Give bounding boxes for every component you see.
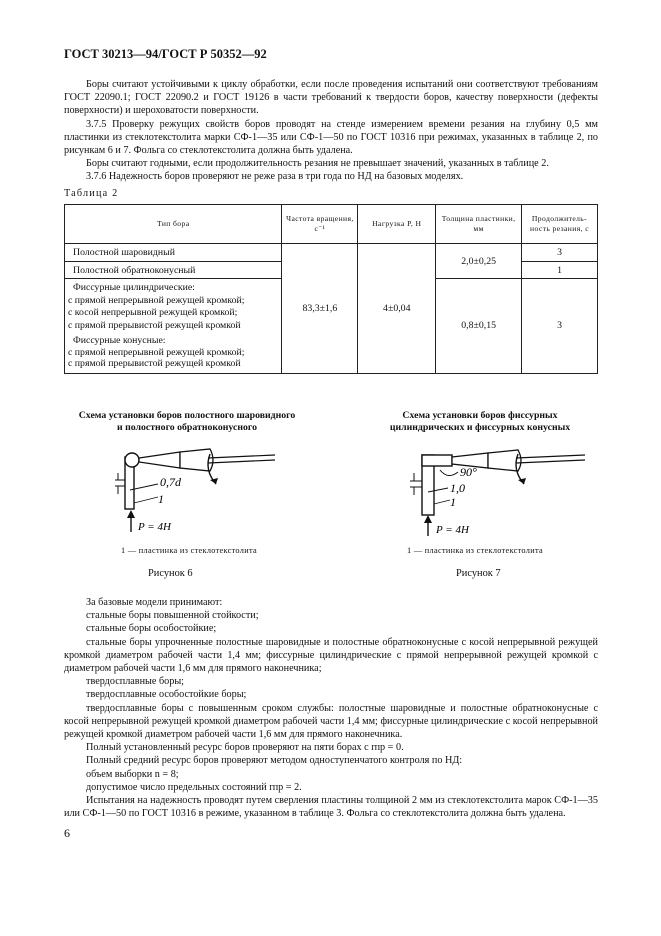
- bur-type-cell: [65, 332, 282, 373]
- paragraph: Боры считают годными, если продолжительность резания не превышает значений, указанных в таблице 2.: [86, 158, 549, 170]
- figure6-legend: 1 — пластинка из стеклотекстолита: [121, 546, 257, 555]
- bur-type-cell: [65, 279, 282, 333]
- dimension-label: 1,0: [450, 481, 465, 495]
- paragraph: стальные боры повышенной стойкости;: [86, 610, 259, 622]
- page-number: 6: [64, 826, 70, 840]
- bur-shaft-line: [208, 455, 275, 458]
- bur-type-line: с прямой прерывистой режущей кромкой: [68, 358, 241, 369]
- bur-ball-head: [125, 453, 139, 467]
- bur-head-shape: [422, 455, 452, 466]
- bur-neck-shape: [139, 452, 180, 468]
- rotation-arrowhead-icon: [518, 478, 526, 484]
- figure7-title-line: цилиндрических и фиссурных конусных: [389, 421, 571, 433]
- angle-label: 90°: [460, 465, 477, 479]
- bur-shaft-line: [516, 460, 585, 463]
- figure7-legend: 1 — пластинка из стеклотекстолита: [407, 546, 543, 555]
- table-header-row: [65, 205, 598, 244]
- leader-line: [134, 497, 158, 503]
- bur-type-line: с косой непрерывной режущей кромкой;: [68, 307, 238, 318]
- duration-cell: 3: [522, 244, 598, 262]
- header-cell: Частота вращения, с⁻¹: [282, 205, 358, 244]
- paragraph: твердосплавные особостойкие боры;: [86, 689, 247, 701]
- bur-shaft-line: [208, 460, 275, 463]
- figure7-title: [346, 410, 614, 433]
- header-cell: Тип бора: [65, 205, 282, 244]
- figure6-diagram: [100, 440, 290, 540]
- paragraph: 3.7.6 Надежность боров проверяют не реже раза в три года по НД на базовых моделях.: [86, 171, 464, 183]
- upper-text: [64, 78, 598, 184]
- bur-type-line: с прямой непрерывной режущей кромкой;: [68, 346, 245, 358]
- rotation-arrowhead-icon: [210, 478, 218, 484]
- figure7-caption: Рисунок 7: [456, 568, 501, 579]
- paragraph: Испытания на надежность проводят путем сверления пластины толщиной 2 мм из стеклотекстолита марок СФ-1—35 или СФ-1—50 по ГОСТ 10316 в режиме, указанном в таблице 3. Фольга со стеклотекстолита должна быть удалена.: [64, 795, 598, 820]
- header-cell: Нагрузка P, Н: [358, 205, 436, 244]
- paragraph: За базовые модели принимают:: [86, 597, 223, 608]
- figure6-title-line: и полостного обратноконусного: [116, 421, 258, 433]
- document-header: ГОСТ 30213—94/ГОСТ Р 50352—92: [64, 47, 267, 61]
- bur-type-line: с прямой прерывистой режущей кромкой: [68, 319, 241, 331]
- figure6-title: [52, 410, 322, 433]
- bur-type-line: Фиссурные конусные:: [73, 335, 166, 346]
- duration-cell: 1: [522, 262, 598, 279]
- paragraph: Полный установленный ресурс боров проверяют на пяти борах с rпр = 0.: [86, 742, 404, 754]
- header-cell: Толщина пластинки, мм: [436, 205, 522, 244]
- paragraph: допустимое число предельных состояний rпр = 2.: [86, 781, 302, 793]
- figure7-title-line: Схема установки боров фиссурных: [402, 410, 558, 421]
- part-label: 1: [158, 492, 164, 506]
- thickness-cell: 2,0±0,25: [436, 244, 522, 279]
- figure7-diagram: [400, 440, 600, 540]
- specification-table: [64, 204, 598, 374]
- paragraph: твердосплавные боры;: [86, 676, 185, 688]
- figure6-caption: Рисунок 6: [148, 568, 193, 579]
- figure6-title-line: Схема установки боров полостного шаровидного: [78, 410, 296, 421]
- force-arrowhead-icon: [127, 510, 135, 518]
- bur-type-cell: Полостной обратноконусный: [65, 262, 282, 279]
- angle-arc: [440, 470, 458, 476]
- paragraph: объем выборки n = 8;: [86, 768, 179, 780]
- bur-shaft-line: [516, 455, 585, 458]
- paragraph: 3.7.5 Проверку режущих свойств боров проводят на стенде измерением времени резания на глубину 0,5 мм пластинки из стеклотекстолита марки СФ-1—35 или СФ-1—50 по ГОСТ 10316 при режимах, указанных в таблице 2, по рисункам 6 и 7. Фольга со стеклотекстолита должна быть удалена.: [64, 118, 598, 157]
- frequency-cell: 83,3±1,6: [282, 244, 358, 374]
- load-cell: 4±0,04: [358, 244, 436, 374]
- bur-type-cell: Полостной шаровидный: [65, 244, 282, 262]
- force-label: P = 4H: [138, 521, 171, 533]
- force-arrowhead-icon: [424, 515, 432, 523]
- bur-type-line: Фиссурные цилиндрические:: [73, 282, 195, 293]
- thickness-cell: 0,8±0,15: [436, 279, 522, 374]
- table-caption: Таблица 2: [64, 188, 119, 199]
- paragraph: твердосплавные боры с повышенным сроком службы: полостные шаровидные и полостные обратноконусные с косой непрерывной режущей кромкой диаметром рабочей части 1,4 мм; фиссурные цилиндрические с косой непрерывной режущей кромкой диаметром рабочей части 1,6 мм для прямого наконечника.: [64, 702, 598, 741]
- dimension-label: 0,7d: [160, 475, 181, 489]
- paragraph: стальные боры особостойкие;: [86, 623, 217, 635]
- paragraph: Полный средний ресурс боров проверяют методом одноступенчатого контроля по НД:: [86, 755, 463, 767]
- paragraph: стальные боры упрочненные полостные шаровидные и полостные обратноконусные с косой непрерывной режущей кромкой диаметром рабочей части 1,4 мм; фиссурные цилиндрические с прямой непрерывной режущей кромкой с диаметром рабочей части 1,6 мм для прямого наконечника;: [64, 636, 598, 675]
- leader-line: [434, 500, 450, 504]
- header-cell: Продолжитель-ность резания, с: [522, 205, 598, 244]
- table-row: [65, 244, 598, 262]
- force-label: P = 4H: [436, 524, 469, 536]
- lower-text: [64, 596, 598, 820]
- paragraph: Боры считают устойчивыми к циклу обработки, если после проведения испытаний они соответствуют требованиям ГОСТ 22090.1; ГОСТ 22090.2 и ГОСТ 19126 в части требований к твердости боров, качеству поверхности (дефекты поверхности) и шероховатости поверхности.: [64, 79, 598, 117]
- duration-cell: 3: [522, 279, 598, 374]
- leader-line: [428, 488, 448, 492]
- part-label: 1: [450, 495, 456, 509]
- bur-type-line: с прямой непрерывной режущей кромкой;: [68, 294, 245, 306]
